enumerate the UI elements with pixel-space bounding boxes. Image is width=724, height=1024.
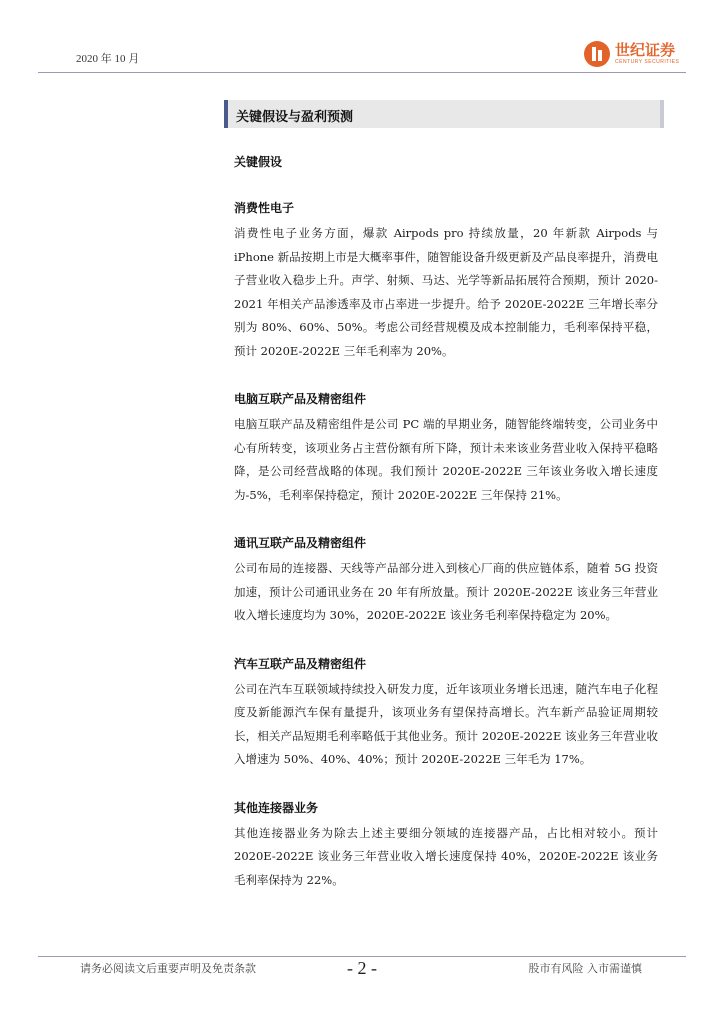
logo-name-en: CENTURY SECURITIES [615, 59, 680, 65]
report-date: 2020 年 10 月 [76, 53, 140, 65]
block-title: 其他连接器业务 [234, 800, 319, 815]
block-body: 电脑互联产品及精密组件是公司 PC 端的早期业务，随智能终端转变，公司业务中心有所转变，该项业务占主营份额有所下降，预计未来该业务营业收入保持平稳略降，是公司经营战略的体现。我们预计 2020E-2022E 三年该业务收入增长速度为-5%，毛利率保持稳定，预计 2020E-2022E 三年保持 21%。 [234, 417, 658, 502]
block-body: 公司布局的连接器、天线等产品部分进入到核心厂商的供应链体系，随着 5G 投资加速，预计公司通讯业务在 20 年有所放量。预计 2020E-2022E 该业务三年营业收入增长速度均为 30%，2020E-2022E 该业务毛利率保持稳定为 20%。 [234, 561, 658, 622]
footer-risk-notice: 股市有风险 入市需谨慎 [528, 962, 642, 975]
company-logo [584, 38, 696, 70]
block-computer-interconnect [234, 387, 658, 507]
page-number: - 2 - [347, 958, 377, 978]
footer-divider [38, 956, 686, 957]
block-body: 其他连接器业务为除去上述主要细分领域的连接器产品，占比相对较小。预计 2020E-2022E 该业务三年营业收入增长速度保持 40%，2020E-2022E 该业务毛利率保持为 22%。 [234, 825, 658, 887]
section-title-bar [224, 100, 660, 128]
sub-heading: 关键假设 [234, 155, 283, 169]
block-automotive-interconnect [234, 652, 658, 772]
header-divider [38, 72, 686, 73]
logo-name-cn: 世纪证券 [615, 41, 676, 59]
main-content [234, 150, 658, 916]
block-title: 电脑互联产品及精密组件 [234, 392, 367, 406]
section-title: 关键假设与盈利预测 [236, 110, 354, 125]
logo-icon [584, 41, 610, 67]
block-communication-interconnect [234, 531, 658, 628]
block-title: 汽车互联产品及精密组件 [234, 656, 367, 671]
block-consumer-electronics [234, 196, 658, 363]
block-title: 消费性电子 [234, 201, 295, 215]
block-body: 消费性电子业务方面，爆款 Airpods pro 持续放量，20 年新款 Airpods 与 iPhone 新品按期上市是大概率事件，随智能设备升级更新及产品良率提升，消费电子营业收入稳步上升。声学、射频、马达、光学等新品拓展符合预期，预计 2020-2021 年相关产品渗透率及市占率进一步提升。给予 2020E-2022E 三年增长率分别为 80%、60%、50%。考虑公司经营规模及成本控制能力，毛利率保持平稳，预计 2020E-2022E 三年毛利率为 20%。 [234, 226, 658, 358]
footer-disclaimer: 请务必阅读文后重要声明及免责条款 [80, 962, 256, 975]
block-body: 公司在汽车互联领域持续投入研发力度，近年该项业务增长迅速，随汽车电子化程度及新能源汽车保有量提升，该项业务有望保持高增长。汽车新产品验证周期较长，相关产品短期毛利率略低于其他业务。预计 2020E-2022E 该业务三年营业收入增速为 50%、40%、40%；预计 2020E-2022E 三年毛为 17%。 [234, 681, 658, 766]
block-other-connectors [234, 796, 658, 893]
block-title: 通讯互联产品及精密组件 [234, 536, 367, 550]
